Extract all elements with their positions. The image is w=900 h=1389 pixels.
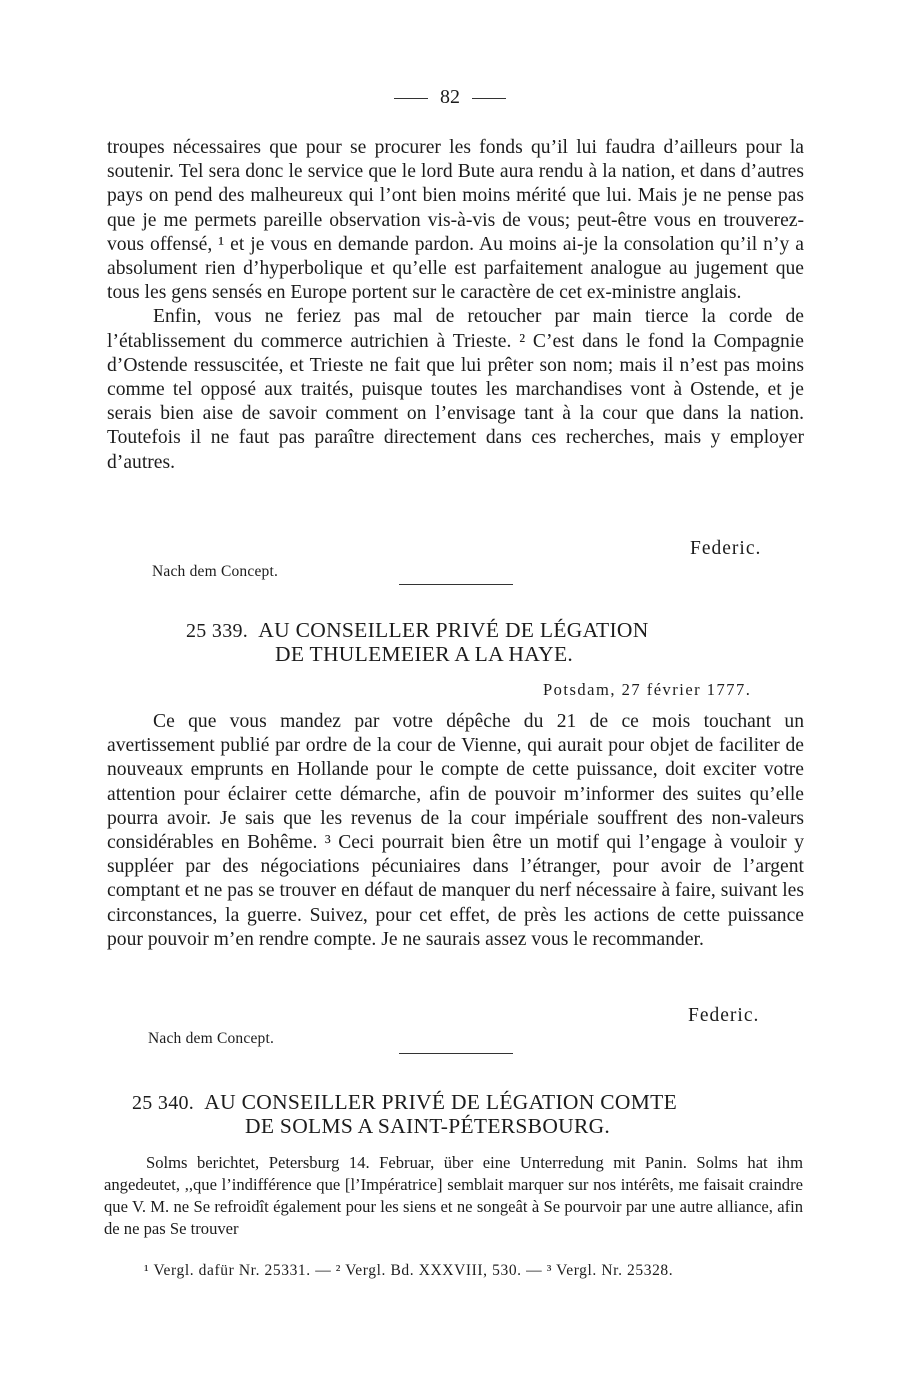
section2-letter-number: 25 339. bbox=[186, 620, 249, 642]
section3-heading-line1 bbox=[132, 1090, 677, 1115]
section3-body bbox=[104, 1152, 803, 1240]
section1-signature: Federic. bbox=[690, 538, 762, 559]
section2-signature: Federic. bbox=[688, 1005, 760, 1026]
section3-heading-text-1: AU CONSEILLER PRIVÉ DE LÉGATION COMTE bbox=[204, 1090, 678, 1114]
section2-source-note: Nach dem Concept. bbox=[148, 1030, 275, 1047]
page-number bbox=[0, 86, 900, 109]
section2-paragraph: Ce que vous mandez par votre dépêche du 21 de ce mois touchant un avertissement publié par ordre de la cour de Vienne, qui aurait pour objet de faciliter de nouveaux emprunts en Hollande pour le compte de cette puissance, doit exciter votre attention pour éclairer cette démarche, afin de pouvoir m’informer des suites qu’elle pourra avoir. Je sais que les revenus de la cour impériale souffrent des non-valeurs considérables en Bohême. ³ Ceci pourrait bien être un motif qui l’engage à vouloir y suppléer par des négociations pécuniaires dans l’étranger, pour avoir de l’argent comptant et ne pas se trouver en défaut de manquer du nerf nécessaire à faire, suivant les circonstances, la guerre. Suivez, pour cet effet, de près les actions de cette puissance pour pouvoir m’en rendre compte. Je ne saurais assez vous le recommander. bbox=[107, 711, 804, 950]
section3-heading-line2: DE SOLMS A SAINT-PÉTERSBOURG. bbox=[245, 1114, 611, 1138]
section-divider-2 bbox=[399, 1053, 513, 1054]
page-number-dash-left bbox=[394, 98, 428, 99]
footnotes: ¹ Vergl. dafür Nr. 25331. — ² Vergl. Bd. XXXVIII, 530. — ³ Vergl. Nr. 25328. bbox=[144, 1262, 674, 1279]
section2-dateline: Potsdam, 27 février 1777. bbox=[543, 680, 752, 699]
page-number-dash-right bbox=[472, 98, 506, 99]
section-divider-1 bbox=[399, 584, 513, 585]
section1-body bbox=[107, 136, 804, 475]
section1-paragraph-2: Enfin, vous ne feriez pas mal de retoucher par main tierce la corde de l’établissement du commerce autrichien à Trieste. ² C’est dans le fond la Compagnie d’Ostende ressuscitée, et Trieste ne fait que lui prêter son nom; mais il n’est pas moins comme tel opposé aux traités, puisque toutes les marchandises vont à Ostende, et je serais bien aise de savoir comment on l’envisage tant à la cour que dans la nation. Toutefois il ne faut pas paraître directement dans ces recherches, mais y employer d’autres. bbox=[107, 306, 804, 473]
section3-paragraph: Solms berichtet, Petersburg 14. Februar, über eine Unterredung mit Panin. Solms hat ihm angedeutet, ,,que l’indifférence que [l’Impératrice] semblait marquer sur nos intérêts, me faisait craindre que V. M. ne Se refroidît également pour les siens et ne songeât à Se pourvoir par une autre alliance, afin de ne pas Se trouver bbox=[104, 1153, 803, 1238]
section2-heading-line2: DE THULEMEIER A LA HAYE. bbox=[275, 642, 574, 666]
section1-paragraph-1: troupes nécessaires que pour se procurer les fonds qu’il lui faudra d’ailleurs pour la soutenir. Tel sera donc le service que le lord Bute aura rendu à la nation, et dans d’autres pays on pend des malheureux qui l’ont bien moins mérité que lui. Mais je ne pense pas que je me permets pareille observation vis-à-vis de vous; peut-être vous en trouverez-vous offensé, ¹ et je vous en demande pardon. Au moins ai-je la consolation qu’il n’y a absolument rien d’hyperbolique et qu’elle est parfaitement analogue au jugement que tous les gens sensés en Europe portent sur le caractère de cet ex-ministre anglais. bbox=[107, 137, 804, 304]
section1-source-note: Nach dem Concept. bbox=[152, 563, 279, 580]
page-number-text: 82 bbox=[440, 86, 460, 108]
section2-heading-text-1: AU CONSEILLER PRIVÉ DE LÉGATION bbox=[258, 618, 649, 642]
section3-letter-number: 25 340. bbox=[132, 1092, 195, 1114]
section2-heading-line1 bbox=[186, 618, 649, 643]
section2-body bbox=[107, 710, 804, 952]
